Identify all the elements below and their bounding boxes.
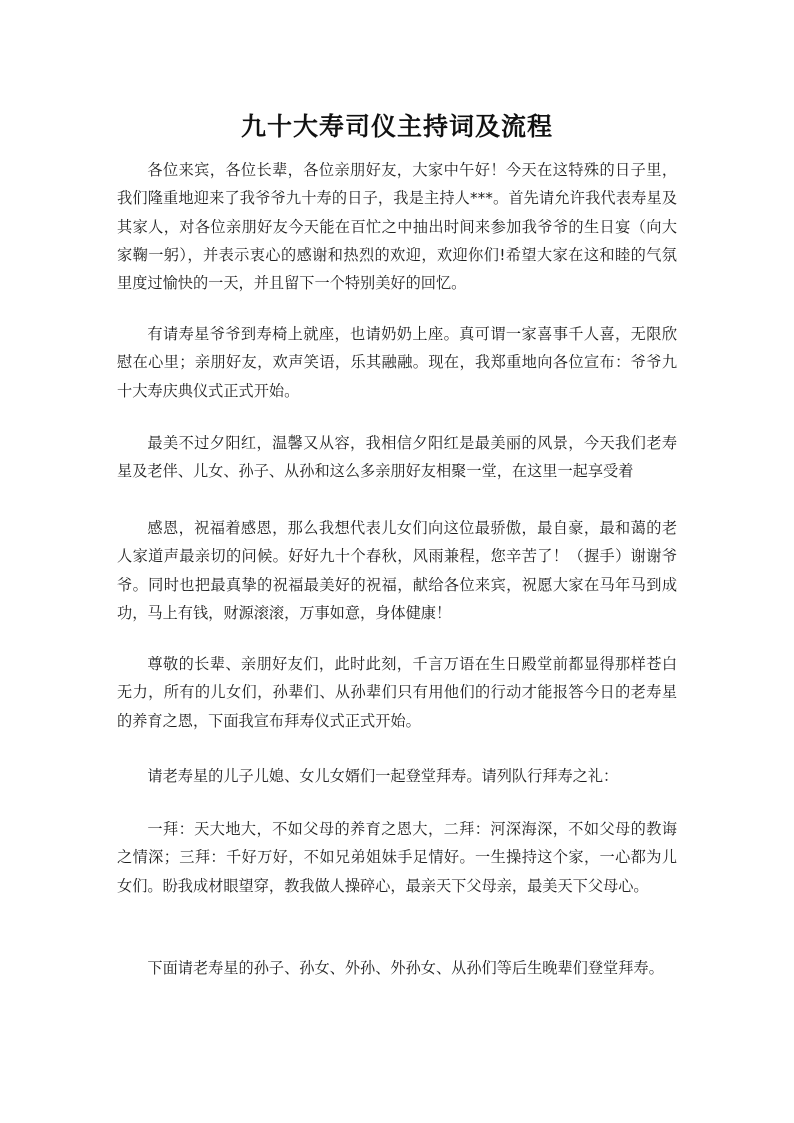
paragraph-sunset-red: 最美不过夕阳红，温馨又从容，我相信夕阳红是最美丽的风景，今天我们老寿星及老伴、儿女、孙子、从孙和这么多亲朋好友相聚一堂，在这里一起享受着 xyxy=(117,434,677,481)
paragraph-grandchildren-salute: 下面请老寿星的孙子、孙女、外孙、外孙女、从孙们等后生晚辈们登堂拜寿。 xyxy=(147,959,664,977)
paragraph-children-salute: 请老寿星的儿子儿媳、女儿女婿们一起登堂拜寿。请列队行拜寿之礼： xyxy=(147,767,619,785)
paragraph-ceremony-start: 有请寿星爷爷到寿椅上就座，也请奶奶上座。真可谓一家喜事千人喜，无限欣慰在心里；亲朋好友，欢声笑语，乐其融融。现在，我郑重地向各位宣布：爷爷九十大寿庆典仪式正式开始。 xyxy=(117,325,677,400)
paragraph-gratitude-blessing: 感恩，祝福着感恩，那么我想代表儿女们向这位最骄傲，最自豪，最和蔼的老人家道声最亲切的问候。好好九十个春秋，风雨兼程，您辛苦了！（握手）谢谢爷爷。同时也把最真挚的祝福最美好的祝福，献给各位来宾，祝愿大家在马年马到成功，马上有钱，财源滚滚，万事如意，身体健康！ xyxy=(117,519,677,622)
paragraph-three-bows: 一拜：天大地大，不如父母的养育之恩大，二拜：河深海深，不如父母的教诲之情深；三拜：千好万好，不如兄弟姐妹手足情好。一生操持这个家，一心都为儿女们。盼我成材眼望穿，教我做人操碎心，最亲天下父母亲，最美天下父母心。 xyxy=(117,820,677,895)
paragraph-birthday-salute-announcement: 尊敬的长辈、亲朋好友们，此时此刻，千言万语在生日殿堂前都显得那样苍白无力，所有的儿女们，孙辈们、从孙辈们只有用他们的行动才能报答今日的老寿星的养育之恩，下面我宣布拜寿仪式正式开始。 xyxy=(117,655,677,730)
paragraph-opening-greeting: 各位来宾，各位长辈，各位亲朋好友，大家中午好！今天在这特殊的日子里，我们隆重地迎来了我爷爷九十寿的日子，我是主持人***。首先请允许我代表寿星及其家人，对各位亲朋好友今天能在百忙之中抽出时间来参加我爷爷的生日宴（向大家鞠一躬），并表示衷心的感谢和热烈的欢迎，欢迎你们!希望大家在这和睦的气氛里度过愉快的一天，并且留下一个特别美好的回忆。 xyxy=(117,161,677,293)
document-title: 九十大寿司仪主持词及流程 xyxy=(240,112,553,141)
document-page xyxy=(117,0,677,1123)
